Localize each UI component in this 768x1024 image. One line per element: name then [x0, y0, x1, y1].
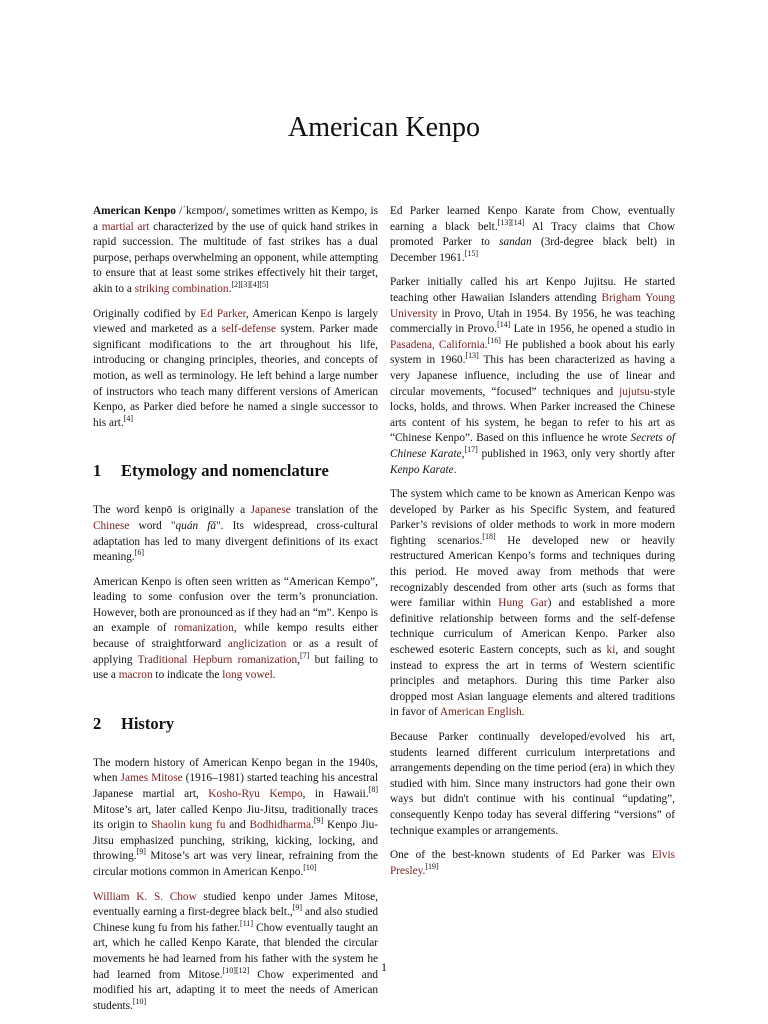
text: The modern history of American Kenpo began in the 1940s, when — [93, 756, 378, 785]
text: Al Tracy claims that Chow promoted Parker to — [390, 220, 675, 249]
citation[interactable]: [9] — [313, 816, 324, 826]
history-paragraph-5 — [390, 487, 675, 721]
history-paragraph-4 — [390, 275, 675, 478]
text: Late in 1956, he opened a studio in — [510, 323, 675, 336]
text: -style locks, holds, and throws. When Parker increased the Chinese arts content of his system, he began to refer to his art as “Chinese Kenpo”. Based on this influence he wrote — [390, 385, 675, 445]
link-elvis-presley[interactable]: Elvis Presley — [390, 849, 675, 877]
text: , — [461, 447, 465, 460]
history-paragraph-2-start — [93, 890, 378, 1015]
link-ki[interactable]: ki — [606, 644, 616, 657]
citation[interactable]: [8] — [368, 785, 378, 795]
citation[interactable]: [6] — [134, 548, 145, 558]
text: , American Kenpo is largely viewed and marketed as a — [93, 307, 378, 336]
link-pasadena-california[interactable]: Pasadena, California — [390, 338, 485, 351]
citation[interactable]: [13] — [465, 351, 479, 361]
citation[interactable]: [9] — [136, 847, 146, 857]
text: studied kenpo under James Mitose, eventually earning a first-degree black belt., — [93, 890, 378, 919]
text: American Kenpo is often seen written as “American Kempo”, leading to some confusion over the term’s pronunciation. However, both are pronounced as if they had an “m”. Kenpo is an example of — [93, 575, 378, 635]
history-paragraph-1 — [93, 756, 378, 881]
text: , while kempo results either because of straightforward — [93, 622, 378, 651]
text: system. Parker made significant modifications to the art throughout his life, introducing or changing principles, theories, and concepts of motion, as well as terminology. He left behind a large number of instructors who teach many different versions of American Kenpo, as Parker died before he named a single successor to his art. — [93, 323, 378, 429]
text: This has been characterized as having a very Japanese influence, including the use of linear and circular movements, “focused” techniques and — [390, 354, 675, 398]
section-title: History — [121, 713, 175, 733]
citation[interactable]: [16] — [487, 335, 501, 345]
history-paragraph-3 — [390, 204, 675, 266]
text: published in 1963, only very shortly after — [477, 447, 675, 460]
text: /ˈkɛmpoʊ/, sometimes written as Kempo, is a — [93, 205, 378, 233]
link-striking-combination[interactable]: striking combination — [134, 282, 229, 295]
link-james-mitose[interactable]: James Mitose — [120, 772, 183, 785]
text: , in Hawaii. — [302, 788, 369, 801]
text: to indicate the — [152, 669, 223, 682]
link-brigham-young-university[interactable]: Brigham Young University — [390, 291, 675, 320]
italic-book-title: Kenpo Karate — [390, 463, 454, 476]
link-anglicization[interactable]: anglicization — [227, 638, 287, 651]
link-kosho-ryu-kempo[interactable]: Kosho-Ryu Kempo — [208, 788, 303, 801]
history-paragraph-7 — [390, 848, 675, 879]
link-hepburn-romanization[interactable]: Traditional Hepburn romanization — [137, 653, 298, 666]
italic-term: sandan — [499, 236, 532, 249]
link-hung-gar[interactable]: Hung Gar — [498, 597, 548, 610]
text: word " — [129, 519, 176, 532]
link-american-english[interactable]: American English — [439, 706, 522, 719]
text: . — [272, 669, 276, 682]
italic-book-title: Secrets of Chinese Karate — [390, 432, 675, 460]
citation[interactable]: [10] — [303, 863, 317, 873]
citation[interactable]: [19] — [425, 861, 439, 871]
intro-paragraph-2 — [93, 307, 378, 432]
text: Chow eventually taught an art, which he called Kenpo Karate, that blended the circular movements he had learned from his father with the system he had learned from Mitose. — [93, 921, 378, 981]
right-column — [390, 204, 675, 888]
citation[interactable]: [4] — [123, 413, 134, 423]
page-number: 1 — [381, 960, 387, 974]
text: Because Parker continually developed/evolved his art, students learned different curriculum interpretations and arrangements depending on the time period (era) in which they studied with him. Since many instructors had gone their own ways but didn't continue with his continual “updating”, consequently Kenpo today has several differing “versions” of technique examples or arrangements. — [390, 731, 675, 837]
text: He published a book about his early system in 1960. — [390, 338, 675, 367]
text: ". Its widespread, cross-cultural adaptation has led to many divergent definitions of its exact meaning. — [93, 519, 378, 564]
link-romanization[interactable]: romanization — [174, 622, 234, 635]
text: The system which came to be known as American Kenpo was developed by Parker as his Specific System, and featured Parker’s revisions of older methods to work in more modern fighting scenarios. — [390, 488, 675, 547]
text: One of the best-known students of Ed Parker was — [390, 849, 652, 862]
text: Parker initially called his art Kenpo Jujitsu. He started teaching other Hawaiian Islanders attending — [390, 276, 675, 304]
text: Mitose’s art was very linear, refraining from the circular motions common in American Kenpo. — [93, 850, 378, 878]
text: ) and established a more definitive relationship between forms and the self-defense technique curriculum of American Kenpo. Parker also eschewed esoteric Eastern concepts, such as — [390, 597, 675, 657]
text: . — [228, 282, 232, 295]
section-heading-etymology — [93, 461, 378, 481]
text: . — [453, 463, 457, 476]
section-number: 1 — [93, 461, 102, 481]
text: or as a result of applying — [93, 638, 378, 666]
link-macron[interactable]: macron — [118, 669, 153, 682]
text: . — [311, 819, 314, 832]
text: but failing to use a — [93, 653, 378, 682]
text: , and sought instead to express the art in terms of Western scientific principles and metaphors. During this time Parker also dropped most Asian language elements and altered traditions in favor of — [390, 644, 675, 719]
citation[interactable]: [18] — [482, 532, 496, 542]
text: Ed Parker learned Kenpo Karate from Chow, eventually earning a black belt. — [390, 205, 675, 233]
etymology-paragraph-1 — [93, 503, 378, 565]
text: in Provo, Utah in 1954. By 1956, he was teaching commercially in Provo. — [390, 307, 675, 336]
text: , — [297, 653, 301, 666]
link-martial-art[interactable]: martial art — [101, 220, 150, 233]
citation[interactable]: [11] — [240, 919, 254, 929]
text: (1916–1981) started teaching his ancestral Japanese martial art, — [93, 772, 378, 801]
citation[interactable]: [7] — [300, 650, 310, 660]
left-column — [93, 204, 378, 1023]
text: Chow experimented and modified his art, adapting it to meet the needs of American students. — [93, 968, 378, 1012]
italic-term: quán fǎ — [175, 519, 217, 532]
etymology-paragraph-2 — [93, 575, 378, 684]
text: translation of the — [290, 504, 378, 517]
citation[interactable]: [10][12] — [222, 965, 250, 975]
link-chinese[interactable]: Chinese — [93, 519, 130, 532]
text: Mitose’s art, later called Kenpo Jiu-Jitsu, traditionally traces its origin to — [93, 803, 378, 832]
text: . — [521, 706, 525, 719]
text: (3rd-degree black belt) in December 1961. — [390, 236, 675, 264]
citation[interactable]: [10] — [132, 996, 147, 1006]
section-title: Etymology and nomenclature — [121, 461, 329, 481]
citation[interactable]: [9] — [292, 903, 303, 913]
citation[interactable]: [17] — [464, 445, 478, 455]
link-long-vowel[interactable]: long vowel — [222, 669, 273, 682]
citation[interactable]: [15] — [464, 249, 478, 259]
text: and — [225, 819, 250, 832]
text: Originally codified by — [93, 307, 201, 320]
link-jujutsu[interactable]: jujutsu — [619, 385, 650, 398]
text: Kenpo Jiu-Jitsu emphasized punching, striking, kicking, locking, and throwing. — [93, 819, 378, 863]
history-paragraph-6 — [390, 730, 675, 839]
lead-term: American Kenpo — [93, 205, 176, 217]
text: He developed new or heavily restructured American Kenpo’s forms and techniques during this period. He moved away from methods that were recognizably descended from other arts (such as forms that were familiar within — [390, 534, 676, 610]
link-shaolin-kung-fu[interactable]: Shaolin kung fu — [151, 819, 226, 832]
text: . — [422, 864, 426, 877]
link-william-chow[interactable]: William K. S. Chow — [93, 890, 197, 903]
text: characterized by the use of quick hand strikes in rapid succession. The multitude of fast strikes has a dual purpose, perhaps overwhelming an opponent, while attempting to ensure that at least some strikes effectively hit their target, akin to a — [93, 220, 379, 295]
section-number: 2 — [93, 713, 102, 733]
section-heading-history — [93, 714, 378, 734]
citation[interactable]: [2][3][4][5] — [231, 280, 269, 290]
text: . — [484, 338, 488, 351]
page-title: American Kenpo — [287, 112, 481, 143]
link-japanese[interactable]: Japanese — [250, 504, 291, 517]
intro-paragraph-1 — [93, 204, 378, 298]
citation[interactable]: [13][14] — [497, 217, 525, 227]
text: The word kenpō is originally a — [93, 504, 251, 517]
text: and also studied Chinese kung fu from his father. — [93, 906, 378, 934]
link-ed-parker[interactable]: Ed Parker — [200, 307, 246, 320]
link-bodhidharma[interactable]: Bodhidharma — [249, 819, 311, 832]
link-self-defense[interactable]: self-defense — [221, 323, 277, 336]
citation[interactable]: [14] — [497, 320, 511, 330]
